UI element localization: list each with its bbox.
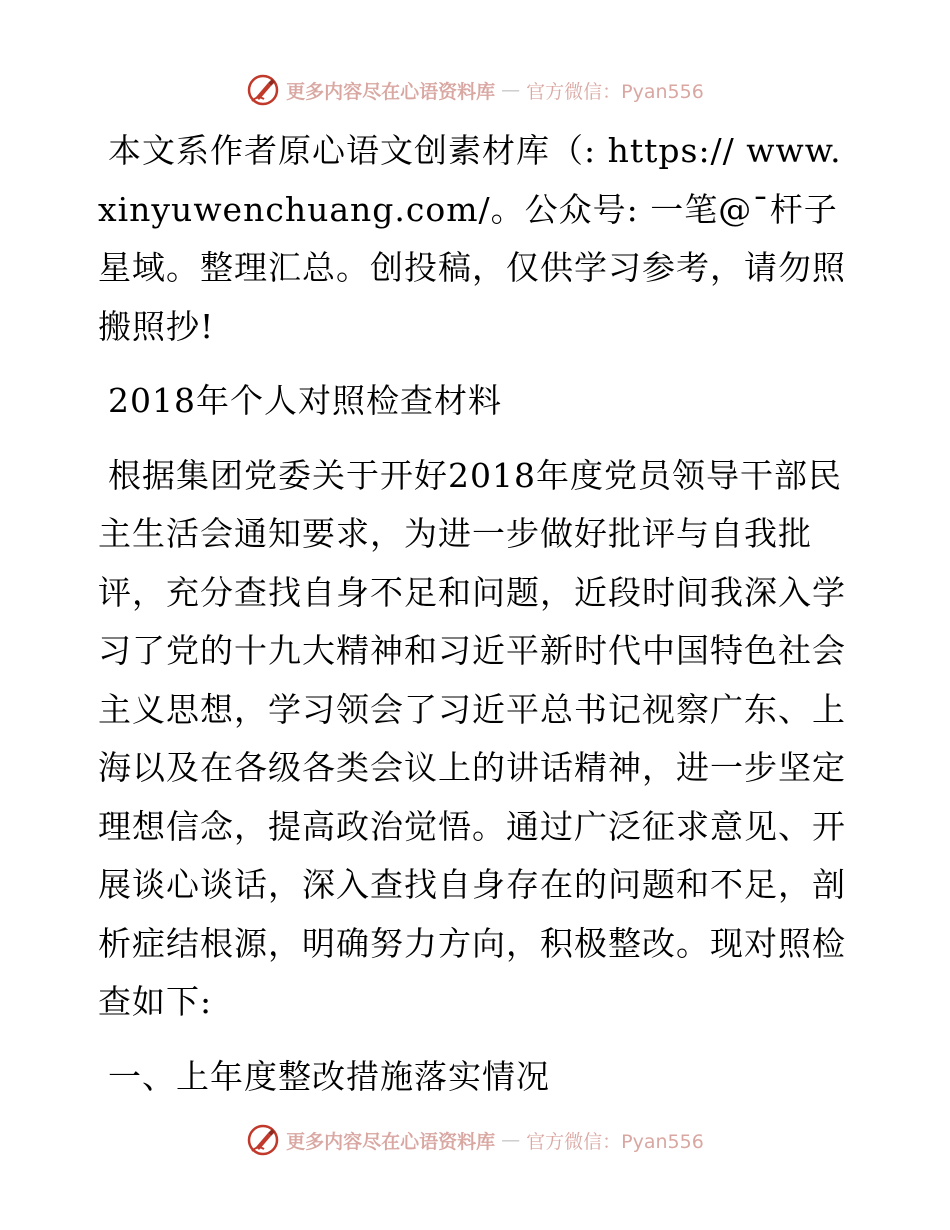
intro-paragraph: 本文系作者原心语文创素材库（: https:// www.xinyuwenchuang.com/。公众号: 一笔@¯杆子星域。整理汇总。创投稿，仅供学习参考，请勿照搬照抄! bbox=[98, 131, 846, 346]
pen-logo-icon bbox=[246, 1123, 280, 1157]
section-heading: 一、上年度整改措施落实情况 bbox=[108, 1056, 550, 1096]
document-content bbox=[98, 122, 850, 1106]
watermark-header bbox=[0, 70, 950, 110]
watermark-text: 更多内容尽在心语资料库 bbox=[286, 80, 496, 103]
watermark-wechat: 官方微信：Pyan556 bbox=[526, 1130, 704, 1153]
watermark-separator: — bbox=[501, 79, 521, 101]
watermark-footer bbox=[0, 1120, 950, 1160]
watermark-separator: — bbox=[501, 1129, 521, 1151]
document-title: 2018年个人对照检查材料 bbox=[108, 381, 502, 420]
watermark-text: 更多内容尽在心语资料库 bbox=[286, 1130, 496, 1153]
watermark-wechat: 官方微信：Pyan556 bbox=[526, 80, 704, 103]
body-paragraph: 根据集团党委关于开好2018年度党员领导干部民主生活会通知要求，为进一步做好批评与自我批评，充分查找自身不足和问题，近段时间我深入学习了党的十九大精神和习近平新时代中国特色社会主义思想，学习领会了习近平总书记视察广东、上海以及在各级各类会议上的讲话精神，进一步坚定理想信念，提高政治觉悟。通过广泛征求意见、开展谈心谈话，深入查找自身存在的问题和不足，剖析症结根源，明确努力方向，积极整改。现对照检查如下: bbox=[98, 455, 846, 1021]
pen-logo-icon bbox=[246, 73, 280, 107]
